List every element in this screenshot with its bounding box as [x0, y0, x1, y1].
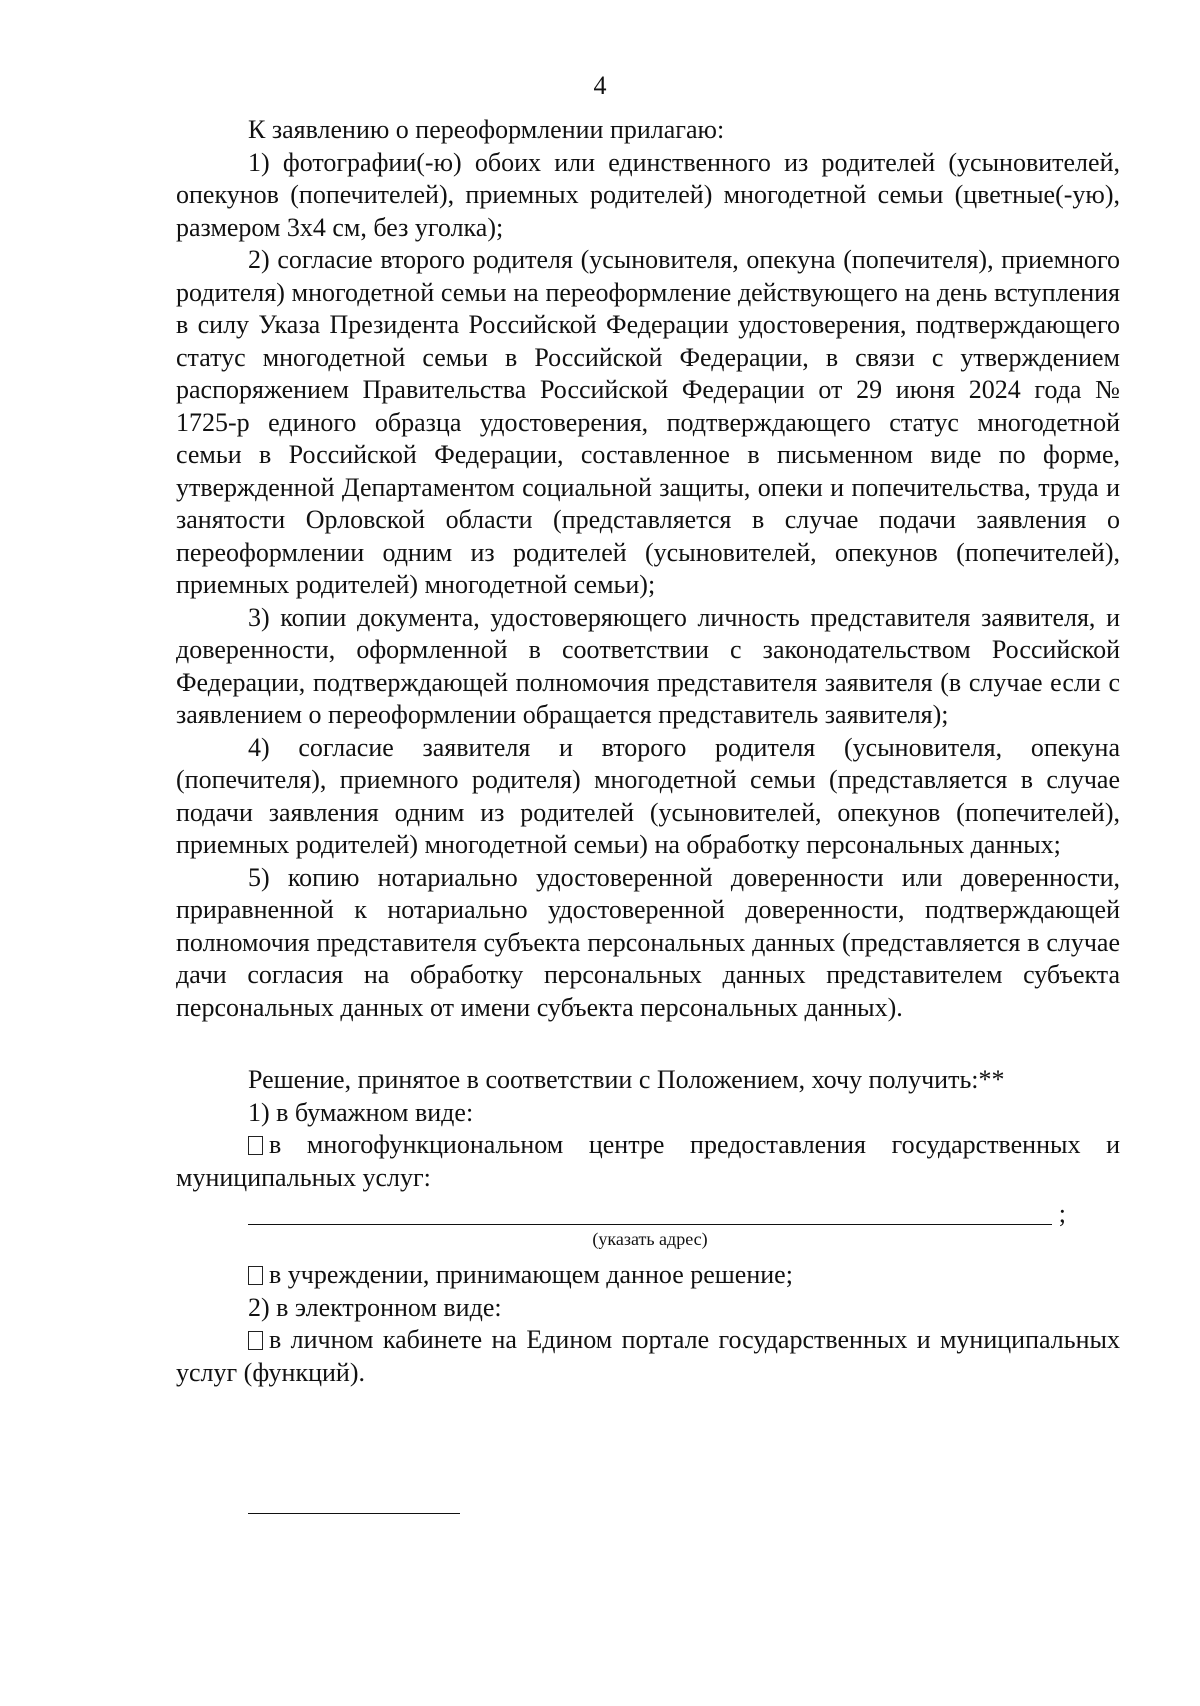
- option-portal[interactable]: [176, 1324, 1120, 1389]
- attachment-item-1: 1) фотографии(-ю) обоих или единственного из родителей (усыновителей, опекунов (попечителей), приемных родителей) многодетной семьи (цветные(-ую), размером 3х4 см, без уголка);: [176, 147, 1120, 242]
- address-hint: (указать адрес): [592, 1229, 708, 1249]
- address-field[interactable]: [248, 1194, 1066, 1228]
- footnote-separator: [248, 1513, 460, 1514]
- attachments-intro: К заявлению о переоформлении прилагаю:: [248, 115, 725, 144]
- institution-checkbox[interactable]: [248, 1266, 263, 1285]
- paper-form-label: 1) в бумажном виде:: [248, 1097, 474, 1127]
- option-institution-text: в учреждении, принимающем данное решение;: [269, 1260, 793, 1289]
- electronic-form-label: 2) в электронном виде:: [248, 1292, 502, 1322]
- option-mfc-text: в многофункциональном центре предоставления государственных и муниципальных услуг:: [176, 1130, 1120, 1192]
- page-number: 4: [593, 71, 607, 100]
- attachment-item-5: 5) копию нотариально удостоверенной доверенности или доверенности, приравненной к нотариально удостоверенной доверенности, подтверждающей полномочия представителя субъекта персональных данных (представляется в случае дачи согласия на обработку персональных данных представителем субъекта персональных данных от имени субъекта персональных данных).: [176, 862, 1120, 1022]
- attachment-item-2: 2) согласие второго родителя (усыновителя, опекуна (попечителя), приемного родителя) многодетной семьи на переоформление действующего на день вступления в силу Указа Президента Российской Федерации удостоверения, подтверждающего статус многодетной семьи в Российской Федерации, в связи с утверждением распоряжением Правительства Российской Федерации от 29 июня 2024 года № 1725-р единого образца удостоверения, подтверждающего статус многодетной семьи в Российской Федерации, составленное в письменном виде по форме, утвержденной Департаментом социальной защиты, опеки и попечительства, труда и занятости Орловской области (представляется в случае подачи заявления о переоформлении одним из родителей (усыновителей, опекунов (попечителей), приемных родителей) многодетной семьи);: [176, 245, 1120, 599]
- document-body: [176, 114, 1120, 1389]
- option-portal-text: в личном кабинете на Едином портале государственных и муниципальных услуг (функций).: [176, 1325, 1120, 1387]
- attachment-item-3: 3) копии документа, удостоверяющего личность представителя заявителя, и доверенности, оформленной в соответствии с законодательством Российской Федерации, подтверждающей полномочия представителя заявителя (в случае если с заявлением о переоформлении обращается представитель заявителя);: [176, 602, 1120, 729]
- option-institution[interactable]: [176, 1259, 1120, 1292]
- decision-heading: Решение, принятое в соответствии с Положением, хочу получить:**: [248, 1065, 1005, 1094]
- portal-checkbox[interactable]: [248, 1331, 263, 1350]
- attachment-item-4: 4) согласие заявителя и второго родителя (усыновителя, опекуна (попечителя), приемного родителя) многодетной семьи (представляется в случае подачи заявления одним из родителей (усыновителей, опекунов (попечителей), приемных родителей) многодетной семьи) на обработку персональных данных;: [176, 732, 1120, 859]
- option-mfc[interactable]: [176, 1129, 1120, 1194]
- mfc-checkbox[interactable]: [248, 1136, 263, 1155]
- address-semicolon: ;: [1058, 1199, 1066, 1228]
- section-gap: [176, 1024, 1120, 1064]
